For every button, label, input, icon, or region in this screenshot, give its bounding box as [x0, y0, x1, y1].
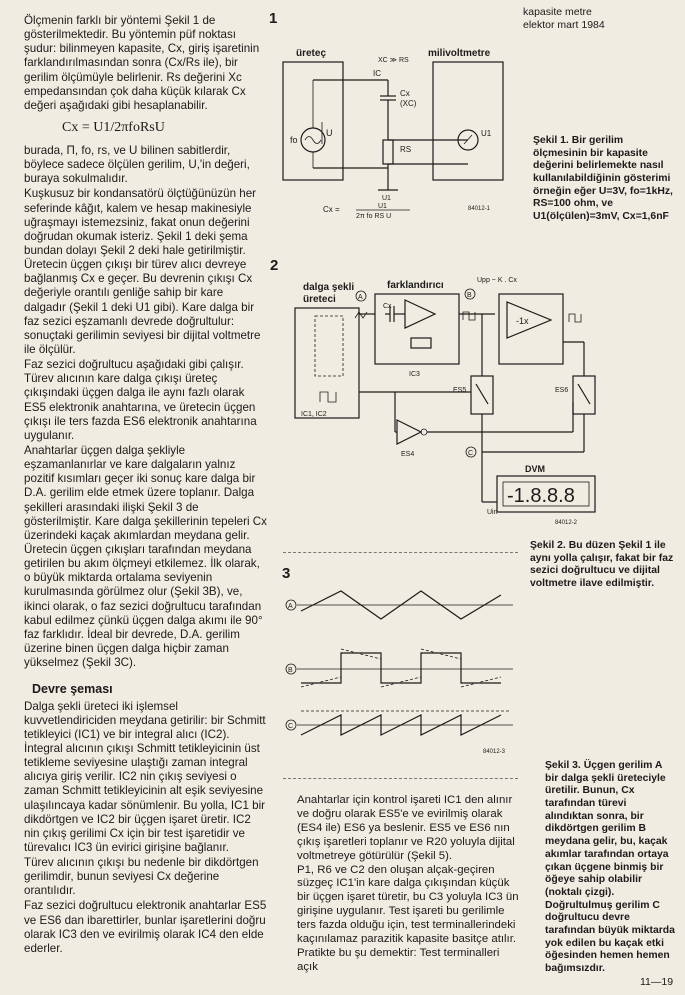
rs-label: RS	[400, 145, 412, 154]
es6-label: ES6	[555, 387, 569, 394]
trace-c-label: C	[288, 723, 294, 730]
es4-label: ES4	[401, 451, 415, 458]
millivoltmeter-box	[433, 62, 503, 180]
square-wave-b	[301, 653, 501, 683]
generator-label-2: üreteci	[303, 294, 336, 305]
left-text-column	[24, 14, 268, 956]
paragraph: burada, Π, fo, rs, ve U bilinen sabitlerdir, böylece sadece ölçülen gerilim, U,'in değeri, buraya sokulmalıdır.	[24, 144, 250, 186]
point-c-label: C	[468, 450, 474, 457]
u-label: U	[326, 128, 333, 138]
generator-inner	[315, 316, 343, 376]
u1-label: U1	[481, 129, 492, 138]
figure-2-block-diagram	[275, 272, 605, 532]
divider	[283, 552, 518, 553]
trace-b-label: B	[288, 667, 293, 674]
es4-inverter	[397, 420, 421, 444]
divider	[283, 778, 518, 779]
point-b-label: B	[467, 292, 472, 299]
trace-a-label: A	[288, 603, 293, 610]
section-heading: Devre şeması	[32, 682, 113, 697]
fig2-code: 84012-2	[555, 520, 578, 526]
millivoltmeter-label: milivoltmetre	[428, 48, 491, 59]
figure-1-number: 1	[269, 10, 278, 27]
u1-small-label: U1	[382, 195, 391, 202]
paragraph: Türev alıcının çıkışı bu nedenle bir dikdörtgen gerilimdir, bunun seviyesi Cx değerine orantılıdır.	[24, 856, 259, 898]
uin-label: Uin	[487, 509, 498, 516]
paragraph: Ölçmenin farklı bir yöntemi Şekil 1 de gösterilmektedir. Bu yöntemin püf noktası şudur: bilinmeyen kapasite, Cx, giriş işaretinin farklandırılmasından sonra (Cx/Rs ile), bir gerilim ölçümüyle belirlenir. Rs değerini Xc empedansından çok daha küçük kılarak Cx değeri aşağıdaki gibi hesaplanabilir.	[24, 14, 260, 112]
es5-label: ES5	[453, 387, 467, 394]
paragraph: Kuşkusuz bir kondansatörü ölçtüğünüzün her seferinde kâğıt, kalem ve hesap makinesiyle uğraşmayı istemezsiniz, fakat onun değerini doğrudan okumak isteriz. Şekil 1 deki şema bundan dolayı Şekil 2 deki hale getirilmiştir. Üretecin üçgen çıkışı bir türev alıcı devreye bağlanmış Cx e geçer. Bu devrenin çıkışı Cx değeriyle orantılı genliğe sahip bir kare dalgadır (Şekil 1 deki U1 gibi). Kare dalga bir faz sezici eşzamanlı devrede doğrultulur: sonuçtaki gerilimin seviyesi bir dijital voltmetre ile ölçülür.	[24, 187, 261, 357]
paragraph: Anahtarlar üçgen dalga şekliyle eşzamanlanırlar ve kare dalgaların yalnız pozitif kısımları geçer iki sonuç kare dalga bir D.A. gerilim elde etmek üzere toplanır. Dalga şekilleri arasındaki ilişki Şekil 3 de gösterilmiştir. Kare dalga şekillerinin tepeleri Cx üzerindeki kaçak akımlardan meydana gelir. Üretecin üçgen çıkışları tarafından meydana getirilen bu akım ölçmeyi etkilemez. İlk olarak, o büyük miktarda ortalama seviyenin kurulmasında görülmez olur (Şekil 3B), ve, ikinci olarak, o faz sezici doğrultucu tarafından kabul edilmez çünkü üçgen dalga akımı ile 90° faz farklıdır. İdeal bir devrede, D.A. gerilim üzerine binen üçgen dalga hiçbir zaman yükselmez (Şekil 3C).	[24, 444, 267, 670]
paragraph: P1, R6 ve C2 den oluşan alçak-geçiren süzgeç IC1'in kare dalga çıkışından küçük bir üçgen işaret türetir, bu C3 yoluyla IC3 ün girişine uygulanır. Test işareti bu gerilimle ters fazda olduğu için, test terminallerindeki kaçınılamaz parazitik kapasite basitçe atılır. Pratikte bu şu demektir: Test terminalleri açık	[297, 863, 519, 973]
feedback-resistor	[411, 338, 431, 348]
source-line: elektor mart 1984	[523, 18, 605, 31]
square-wave-out-icon	[569, 314, 581, 322]
ic-label: IC	[373, 69, 381, 78]
figure-2-caption: Şekil 2. Bu düzen Şekil 1 ile aynı yolla çalışır, fakat bir faz sezici doğrultucu ve dijital voltmetre ilave edilmiştir.	[530, 540, 674, 590]
cx-label: Cx	[383, 303, 392, 310]
point-a-label: A	[358, 294, 363, 301]
cx-label: Cx	[400, 89, 410, 98]
ic12-label: IC1, IC2	[301, 411, 327, 418]
fig1-code: 84012-1	[468, 206, 491, 212]
paragraph: Anahtarlar için kontrol işareti IC1 den alınır ve doğru olarak ES5'e ve evirilmiş olarak (ES4 ile) ES6 ya beslenir. ES5 ve ES6 nın çıkış işaretleri toplanır ve R20 yoluyla dijital voltmetreye götürülür (Şekil 5).	[297, 794, 515, 862]
waveform-generator-box	[295, 308, 359, 418]
generator-label: üreteç	[296, 48, 327, 59]
source-line: kapasite metre	[523, 6, 592, 18]
sine-icon	[305, 137, 321, 144]
leakage-b	[301, 649, 501, 687]
capacitance-formula: Cx = U1/2πfoRsU	[62, 119, 165, 135]
inverter-label: -1x	[516, 316, 529, 326]
opamp-ic3	[405, 300, 435, 328]
figure-1-circuit	[278, 40, 518, 255]
triangle-wave-icon	[355, 312, 367, 318]
source-note	[523, 6, 673, 31]
fig1-formula-lhs: Cx =	[323, 205, 340, 214]
resistor-rs	[383, 140, 393, 164]
figure-3-number: 3	[282, 565, 291, 582]
paragraph: Dalga şekli üreteci iki işlemsel kuvvetlendiriciden meydana getirilir: bir Schmitt tetikleyici (IC1) ve bir integral alıcı (IC2). İntegral alıcının çıkışı Schmitt tetikleyicinin üst tetikleme seviyesine ulaştığı zaman integral alıcıya giriş verilir. IC2 nin çıkış seviyesi o zaman Schmitt tetikleyicinin alt eşik seviyesine ulaşılıncaya kadar sönümlenir. Bu yolla, IC1 bir dikdörtgen ve IC2 bir üçgen işaret üretir. IC2 nin çıkış gerilimi Cx için bir test işaretidir ve türevalıcı IC3 ün evirici girişine bağlanır.	[24, 699, 266, 854]
paragraph: Faz sezici doğrultucu elektronik anahtarlar ES5 ve ES6 dan ibarettirler, bunlar işaretlerini doğru olarak IC3 den ve evirilmiş olarak IC4 den elde ederler.	[24, 899, 267, 955]
upp-label: Upp ~ K . Cx	[477, 277, 517, 284]
fig1-formula-den: 2π fo RS U	[356, 213, 392, 220]
page-number: 11—19	[640, 976, 674, 988]
bottom-middle-column	[297, 794, 519, 975]
figure-3-waveforms	[283, 583, 518, 758]
figure-3-caption: Şekil 3. Üçgen gerilim A bir dalga şekli üreteciyle üretilir. Bunun, Cx tarafından türevi alındıktan sonra, bir dikdörtgen gerilim B meydana gelir, bu, kaçak akımlar tarafından ortaya çıkan üçgene binmiş bir öğeye sahip olabilir (noktalı çizgi). Doğrultulmuş gerilim C doğrultucu devre tarafından büyük miktarda yok edilen bu kaçak etki öğesinden hemen hemen bağımsızdır.	[545, 760, 675, 974]
xc-rs-label: XC ≫ RS	[378, 57, 409, 64]
dvm-digits: -1.8.8.8	[507, 485, 575, 507]
generator-label-1: dalga şekli	[303, 282, 355, 293]
inverter-box	[499, 294, 563, 364]
figure-1-caption: Şekil 1. Bir gerilim ölçmesinin bir kapasite değerini belirlemekte nasıl kullanılabildiğinin gösterimi örneğin eğer U=3V, fo=1kHz, RS=100 ohm, ve U1(ölçülen)=3mV, Cx=1,6nF	[533, 135, 673, 223]
paragraph: Faz sezici doğrultucu aşağıdaki gibi çalışır. Türev alıcının kare dalga çıkışı üreteç çıkışındaki üçgen dalga ile aynı fazlı olarak ES5 elektronik anahtarına, ve üretecin üçgen çıkışı ile ters fazda ES6 elektronik anahtarına uygulanır.	[24, 358, 257, 442]
xc-label: (XC)	[400, 99, 417, 108]
dvm-label: DVM	[525, 464, 545, 474]
differentiator-label: farklandırıcı	[387, 280, 444, 291]
fo-label: fo	[290, 135, 298, 145]
square-wave-icon	[320, 392, 336, 402]
fig3-code: 84012-3	[483, 749, 506, 755]
square-wave-b-icon	[463, 312, 475, 320]
ic3-label: IC3	[409, 371, 420, 378]
figure-2-number: 2	[270, 257, 279, 274]
fig1-formula-num: U1	[378, 203, 387, 210]
